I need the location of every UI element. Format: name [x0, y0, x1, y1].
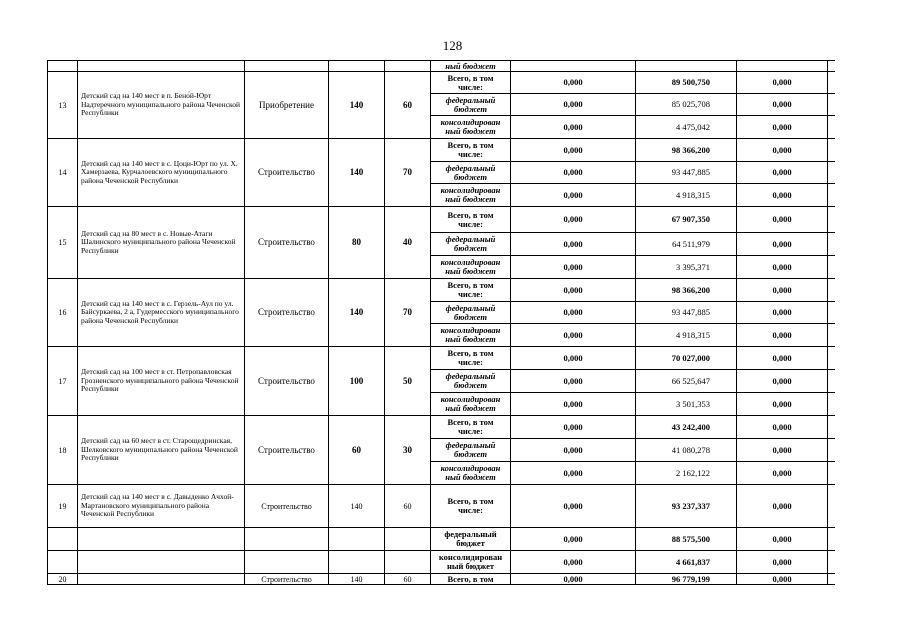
budget-label: консолидирован ный бюджет — [431, 393, 511, 416]
amount-cell: 0,000 — [737, 324, 828, 347]
capacity: 140 — [329, 485, 385, 528]
amount-cell: 0,000 — [737, 256, 828, 279]
filler-cell — [828, 184, 835, 207]
budget-label: федеральный бюджет — [431, 302, 511, 324]
amount-cell: 0,000 — [737, 162, 828, 184]
empty-cell — [329, 528, 385, 551]
amount-cell: 0,000 — [737, 139, 828, 162]
budget-label: консолидирован ный бюджет — [431, 116, 511, 139]
capacity-stage: 60 — [385, 72, 431, 139]
table-row — [48, 528, 835, 551]
amount-cell: 66 525,647 — [636, 370, 737, 393]
table-row — [48, 61, 835, 72]
filler-cell — [828, 462, 835, 485]
budget-label: федеральный бюджет — [431, 439, 511, 462]
table-row — [48, 139, 835, 162]
amount-cell: 0,000 — [737, 462, 828, 485]
amount-cell: 0,000 — [737, 485, 828, 528]
amount-cell: 0,000 — [511, 139, 636, 162]
amount-cell: 0,000 — [511, 551, 636, 574]
object-name: Детский сад на 140 мест в с. Герзель-Аул по ул. Байсуркаева, 2 а, Гудермесского муниципального района Чеченской Республики — [78, 279, 245, 347]
row-number: 20 — [48, 574, 78, 585]
budget-label: ный бюджет — [431, 61, 511, 72]
amount-cell: 93 237,337 — [636, 485, 737, 528]
amount-cell: 89 500,750 — [636, 72, 737, 94]
amount-cell: 0,000 — [511, 462, 636, 485]
empty-cell — [245, 528, 329, 551]
amount-cell: 0,000 — [511, 279, 636, 302]
amount-cell: 0,000 — [511, 207, 636, 233]
capacity: 140 — [329, 279, 385, 347]
capacity: 100 — [329, 347, 385, 416]
filler-cell — [828, 302, 835, 324]
filler-cell — [828, 528, 835, 551]
filler-cell — [828, 233, 835, 256]
amount-cell: 0,000 — [511, 439, 636, 462]
budget-label: консолидирован ный бюджет — [431, 324, 511, 347]
capacity-stage: 60 — [385, 574, 431, 585]
amount-cell: 0,000 — [511, 72, 636, 94]
budget-label: федеральный бюджет — [431, 233, 511, 256]
capacity: 140 — [329, 139, 385, 207]
budget-label: Всего, в том числе: — [431, 485, 511, 528]
filler-cell — [828, 439, 835, 462]
empty-cell — [78, 551, 245, 574]
amount-cell: 0,000 — [511, 528, 636, 551]
filler-cell — [828, 116, 835, 139]
work-type: Строительство — [245, 574, 329, 585]
work-type: Строительство — [245, 207, 329, 279]
budget-label: федеральный бюджет — [431, 162, 511, 184]
amount-cell: 0,000 — [737, 347, 828, 370]
amount-cell: 0,000 — [511, 324, 636, 347]
amount-cell: 4 661,837 — [636, 551, 737, 574]
amount-cell: 2 162,122 — [636, 462, 737, 485]
amount-cell: 0,000 — [737, 116, 828, 139]
budget-label: консолидирован ный бюджет — [431, 184, 511, 207]
amount-cell: 0,000 — [737, 94, 828, 116]
capacity: 60 — [329, 416, 385, 485]
budget-label: федеральный бюджет — [431, 370, 511, 393]
row-number: 18 — [48, 416, 78, 485]
work-type: Строительство — [245, 279, 329, 347]
empty-cell — [329, 551, 385, 574]
table-body — [48, 61, 835, 585]
table-row — [48, 551, 835, 574]
filler-cell — [828, 485, 835, 528]
amount-cell: 70 027,000 — [636, 347, 737, 370]
object-name: Детский сад на 100 мест в ст. Петропавловская Грозненского муниципального района Чеченской Республики — [78, 347, 245, 416]
capacity-stage: 70 — [385, 279, 431, 347]
object-name: Детский сад на 140 мест в с. Цоци-Юрт по ул. Х. Хамерзаева, Курчалоевского муниципального района Чеченской Республики — [78, 139, 245, 207]
amount-cell: 0,000 — [511, 574, 636, 585]
budget-label: Всего, в том числе: — [431, 416, 511, 439]
empty-cell — [385, 528, 431, 551]
table-row — [48, 207, 835, 233]
row-number: 16 — [48, 279, 78, 347]
amount-cell: 43 242,400 — [636, 416, 737, 439]
amount-cell: 3 501,353 — [636, 393, 737, 416]
empty-cell — [245, 551, 329, 574]
filler-cell — [828, 256, 835, 279]
table-row — [48, 574, 835, 585]
amount-cell: 4 475,042 — [636, 116, 737, 139]
amount-cell: 0,000 — [511, 233, 636, 256]
object-name: Детский сад на 60 мест в ст. Старощедринская, Шелковского муниципального района Чеченской Республики — [78, 416, 245, 485]
amount-cell: 67 907,350 — [636, 207, 737, 233]
amount-cell: 0,000 — [737, 574, 828, 585]
budget-table — [47, 60, 835, 585]
filler-cell — [828, 347, 835, 370]
amount-cell: 0,000 — [737, 528, 828, 551]
amount-cell: 0,000 — [511, 184, 636, 207]
budget-label: Всего, в том числе: — [431, 207, 511, 233]
budget-label: Всего, в том — [431, 574, 511, 585]
capacity: 140 — [329, 574, 385, 585]
amount-cell: 0,000 — [737, 72, 828, 94]
capacity-stage: 70 — [385, 139, 431, 207]
amount-cell: 0,000 — [737, 416, 828, 439]
row-number: 13 — [48, 72, 78, 139]
amount-cell: 0,000 — [737, 551, 828, 574]
budget-label: федеральный бюджет — [431, 94, 511, 116]
capacity-stage: 50 — [385, 347, 431, 416]
capacity: 140 — [329, 72, 385, 139]
amount-cell: 0,000 — [737, 184, 828, 207]
table-row — [48, 347, 835, 370]
filler-cell — [828, 72, 835, 94]
capacity-stage: 60 — [385, 485, 431, 528]
empty-cell — [385, 551, 431, 574]
amount-cell: 0,000 — [511, 162, 636, 184]
filler-cell — [828, 324, 835, 347]
amount-cell: 85 025,708 — [636, 94, 737, 116]
budget-label: консолидирован ный бюджет — [431, 256, 511, 279]
amount-cell: 93 447,885 — [636, 162, 737, 184]
amount-cell: 0,000 — [511, 256, 636, 279]
amount-cell: 41 080,278 — [636, 439, 737, 462]
budget-label: Всего, в том числе: — [431, 279, 511, 302]
work-type: Строительство — [245, 139, 329, 207]
object-name: Детский сад на 140 мест в п. Бено́й-Юрт Надтеречного муниципального района Чеченской Республики — [78, 72, 245, 139]
filler-cell — [828, 370, 835, 393]
budget-label: консолидирован ный бюджет — [431, 551, 511, 574]
amount-cell: 4 918,315 — [636, 184, 737, 207]
filler-cell — [828, 139, 835, 162]
filler-cell — [828, 393, 835, 416]
filler-cell — [828, 551, 835, 574]
amount-cell: 0,000 — [511, 393, 636, 416]
amount-cell: 3 395,371 — [636, 256, 737, 279]
row-number: 19 — [48, 485, 78, 528]
budget-label: Всего, в том числе: — [431, 72, 511, 94]
amount-cell: 0,000 — [511, 416, 636, 439]
amount-cell: 0,000 — [511, 485, 636, 528]
empty-cell — [78, 574, 245, 585]
amount-cell: 0,000 — [737, 279, 828, 302]
amount-cell: 64 511,979 — [636, 233, 737, 256]
page-number: 128 — [442, 38, 463, 53]
amount-cell: 0,000 — [511, 347, 636, 370]
amount-cell: 88 575,500 — [636, 528, 737, 551]
budget-label: Всего, в том числе: — [431, 347, 511, 370]
table-row — [48, 485, 835, 528]
work-type: Строительство — [245, 416, 329, 485]
filler-cell — [828, 416, 835, 439]
amount-cell: 0,000 — [737, 233, 828, 256]
amount-cell: 0,000 — [511, 370, 636, 393]
table-row — [48, 72, 835, 94]
capacity-stage: 40 — [385, 207, 431, 279]
empty-cell — [48, 528, 78, 551]
amount-cell: 0,000 — [737, 370, 828, 393]
filler-cell — [828, 207, 835, 233]
capacity: 80 — [329, 207, 385, 279]
amount-cell: 0,000 — [511, 302, 636, 324]
amount-cell: 0,000 — [737, 393, 828, 416]
capacity-stage: 30 — [385, 416, 431, 485]
filler-cell — [828, 279, 835, 302]
work-type: Приобретение — [245, 72, 329, 139]
amount-cell: 4 918,315 — [636, 324, 737, 347]
amount-cell: 96 779,199 — [636, 574, 737, 585]
amount-cell: 98 366,200 — [636, 139, 737, 162]
filler-cell — [828, 162, 835, 184]
amount-cell: 0,000 — [737, 439, 828, 462]
row-number: 14 — [48, 139, 78, 207]
budget-label: Всего, в том числе: — [431, 139, 511, 162]
amount-cell: 0,000 — [511, 116, 636, 139]
amount-cell: 0,000 — [737, 302, 828, 324]
table-row — [48, 416, 835, 439]
amount-cell: 98 366,200 — [636, 279, 737, 302]
table-row — [48, 279, 835, 302]
budget-label: консолидирован ный бюджет — [431, 462, 511, 485]
row-number: 15 — [48, 207, 78, 279]
filler-cell — [828, 574, 835, 585]
work-type: Строительство — [245, 485, 329, 528]
amount-cell: 0,000 — [737, 207, 828, 233]
empty-cell — [48, 551, 78, 574]
amount-cell: 93 447,885 — [636, 302, 737, 324]
object-name: Детский сад на 80 мест в с. Новые-Атаги Шалинского муниципального района Чеченской Республики — [78, 207, 245, 279]
amount-cell: 0,000 — [511, 94, 636, 116]
budget-label: федеральный бюджет — [431, 528, 511, 551]
filler-cell — [828, 94, 835, 116]
work-type: Строительство — [245, 347, 329, 416]
row-number: 17 — [48, 347, 78, 416]
empty-cell — [78, 528, 245, 551]
object-name: Детский сад на 140 мест в с. Давыденко Ачхой-Мартановского муниципального района Чеченской Республики — [78, 485, 245, 528]
